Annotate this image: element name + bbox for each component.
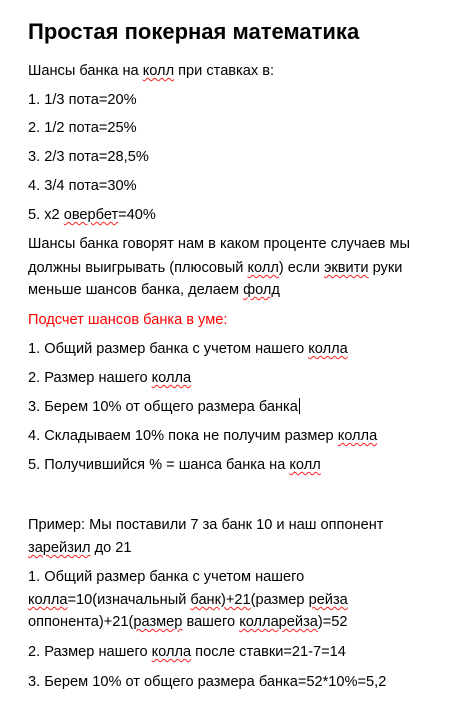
text-run: оппонента)+21( (28, 614, 134, 630)
spellcheck-word: колла (151, 644, 192, 660)
text-run: руки (368, 260, 403, 276)
spellcheck-word: колл (142, 63, 175, 79)
explanation-line-3 (28, 280, 280, 300)
spellcheck-word: колла (337, 428, 378, 444)
spellcheck-word: колла (151, 370, 192, 386)
step-4 (28, 426, 377, 446)
list-item-overbet (28, 205, 156, 225)
text-run: до 21 (90, 540, 132, 556)
spellcheck-word: колла (308, 341, 348, 357)
text-run: Подсчет шансов банка в уме: (28, 312, 228, 328)
text-run: 1. Общий размер банка с учетом нашего (28, 569, 305, 585)
text-run: 2. Размер нашего (28, 644, 152, 660)
text-run: 3. Берем 10% от общего размера банка=52*10%=5,2 (28, 674, 387, 690)
text-run: 4. 3/4 пота=30% (28, 178, 137, 194)
explanation-line-1 (28, 234, 410, 254)
example-step-1-line-3 (28, 612, 348, 632)
document-title: Простая покерная математика (28, 19, 360, 44)
example-step-3 (28, 672, 386, 692)
text-run: 1. 1/3 пота=20% (28, 92, 137, 108)
text-run: при ставках в: (174, 63, 275, 79)
example-step-2 (28, 642, 346, 662)
text-run: 3. Берем 10% от общего размера банка (28, 399, 298, 415)
text-run: =10(изначальный (67, 592, 191, 608)
text-run: 1. Общий размер банка с учетом нашего (28, 341, 309, 357)
spellcheck-word: овербет (63, 207, 119, 223)
spellcheck-word: колла (28, 592, 68, 608)
list-item-3-4-pot (28, 176, 137, 196)
text-run: должны выигрывать (плюсовый (28, 260, 248, 276)
example-step-1-line-1 (28, 567, 304, 587)
text-run: Шансы банка на (28, 63, 143, 79)
text-run: ) если (278, 260, 324, 276)
text-run: 3. 2/3 пота=28,5% (28, 149, 149, 165)
spellcheck-word: колл (247, 260, 279, 276)
spellcheck-word: банк)+21 (190, 592, 251, 608)
text-run: )=52 (317, 614, 348, 630)
spellcheck-word: размер (133, 614, 183, 630)
text-run: 4. Складываем 10% пока не получим размер (28, 428, 338, 444)
text-run: вашего (182, 614, 240, 630)
pot-odds-intro (28, 61, 274, 81)
list-item-2-3-pot (28, 147, 149, 167)
text-run: Шансы банка говорят нам в каком проценте случаев мы (28, 236, 411, 252)
spellcheck-word: фолд (243, 282, 280, 298)
step-3 (28, 397, 300, 417)
spellcheck-word: эквити (323, 260, 369, 276)
text-run: после ставки=21-7=14 (191, 644, 346, 660)
example-line-2 (28, 538, 132, 558)
text-run: 2. Размер нашего (28, 370, 152, 386)
text-run: 2. 1/2 пота=25% (28, 120, 137, 136)
step-2 (28, 368, 191, 388)
spellcheck-word: рейза (308, 592, 348, 608)
text-cursor (299, 398, 300, 414)
example-step-1-line-2 (28, 590, 348, 610)
spellcheck-word: колларейза (239, 614, 318, 630)
text-run: Пример: Мы поставили 7 за банк 10 и наш оппонент (28, 517, 384, 533)
text-run: 5. x2 (28, 207, 64, 223)
step-5 (28, 455, 321, 475)
spellcheck-word: зарейзил (28, 540, 91, 556)
example-line-1 (28, 515, 383, 535)
text-run: (размер (250, 592, 309, 608)
text-run: 5. Получившийся % = шанса банка на (28, 457, 290, 473)
section-heading-mental-math (28, 310, 227, 330)
text-run: =40% (118, 207, 156, 223)
text-run: меньше шансов банка, делаем (28, 282, 244, 298)
list-item-1-2-pot (28, 118, 137, 138)
list-item-1-3-pot (28, 90, 137, 110)
explanation-line-2 (28, 258, 402, 278)
step-1 (28, 339, 348, 359)
spellcheck-word: колл (289, 457, 321, 473)
